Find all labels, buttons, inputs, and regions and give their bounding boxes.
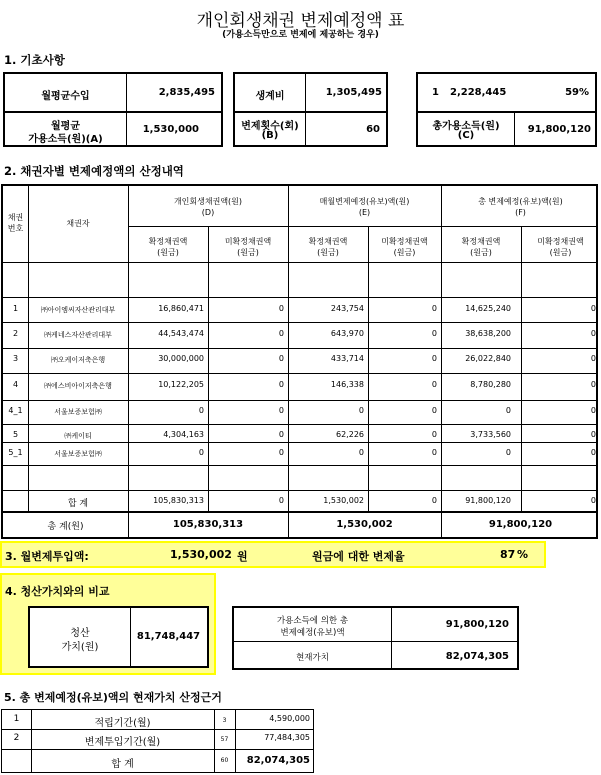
row-2-d1: 44,543,474 xyxy=(158,329,204,338)
row-2-no: 2 xyxy=(12,329,19,338)
pv-sum-label: 합 계 xyxy=(111,759,134,770)
pv-row-2-label: 변제투입기간(월) xyxy=(84,737,161,748)
row-1-no: 1 xyxy=(12,304,19,313)
payment-count-label-1: 변제횟수(회) xyxy=(241,121,299,132)
row-4-f2: 0 xyxy=(590,380,596,389)
row-2-f2: 0 xyxy=(590,329,596,338)
row-4-d2: 0 xyxy=(278,380,284,389)
row-5-no: 5 xyxy=(12,430,19,439)
row-5-creditor: ㈜케이티 xyxy=(64,432,92,440)
total-available-label-2: (C) xyxy=(457,130,475,141)
sub-d-confirmed-2: (원금) xyxy=(157,248,179,257)
comparison-value: 91,800,120 xyxy=(445,619,509,630)
row-5_1-d1: 0 xyxy=(198,448,204,457)
living-cost-value: 1,305,495 xyxy=(325,87,382,98)
liquidation-value-box xyxy=(28,606,209,668)
row-4_1-creditor: 서울보증보험㈜ xyxy=(54,408,102,416)
total-f: 91,800,120 xyxy=(488,519,553,530)
pv-row-2-no: 2 xyxy=(13,733,20,743)
sub-e-unconfirmed: 미확정채권액 xyxy=(381,237,428,246)
row-5_1-no: 5_1 xyxy=(8,448,23,457)
row-4_1-no: 4_1 xyxy=(8,406,23,415)
row-5-f2: 0 xyxy=(590,430,596,439)
row-5_1-creditor: 서울보증보험㈜ xyxy=(54,450,102,458)
payment-count-label-2: (B) xyxy=(261,130,279,141)
row-3-d1: 30,000,000 xyxy=(158,354,204,363)
sub-d-confirmed: 확정채권액 xyxy=(148,237,188,246)
available-income-label-2: 가용소득(원)(A) xyxy=(28,134,103,145)
row-3-e2: 0 xyxy=(431,354,437,363)
row-5-e2: 0 xyxy=(431,430,437,439)
total-available-label-1: 총가용소득(원) xyxy=(432,121,500,132)
row-3-e1: 433,714 xyxy=(330,354,364,363)
monthly-payment-amount: 1,530,002 xyxy=(170,548,232,561)
row-3-d2: 0 xyxy=(278,354,284,363)
row-4_1-e1: 0 xyxy=(358,406,364,415)
sum-e2: 0 xyxy=(431,496,437,505)
payment-count-box xyxy=(233,111,388,147)
sub-e-confirmed-2: (원금) xyxy=(317,248,339,257)
section5-heading: 5. 총 변제예정(유보)액의 현재가치 산정근거 xyxy=(4,691,222,704)
sub-f-confirmed-2: (원금) xyxy=(470,248,492,257)
row-5-e1: 62,226 xyxy=(336,430,364,439)
monthly-payment-unit: 원 xyxy=(237,550,248,563)
liquidation-value: 81,748,447 xyxy=(136,631,201,642)
repayment-ratio-unit: % xyxy=(517,548,529,561)
grp-e-header-2: (E) xyxy=(358,208,371,217)
row-3-creditor: ㈜오케이저축은행 xyxy=(50,356,106,364)
row-2-creditor: ㈜케네스자산관리대부 xyxy=(44,331,112,339)
total-available-value: 91,800,120 xyxy=(527,124,591,135)
monthly-income-label: 월평균수입 xyxy=(41,91,90,102)
sub-f-unconfirmed: 미확정채권액 xyxy=(537,237,584,246)
comparison-label-1: 가용소득에 의한 총 xyxy=(276,616,349,626)
row-1-f2: 0 xyxy=(590,304,596,313)
pv-sum-value: 82,074,305 xyxy=(246,755,310,766)
col-no-header-text: 채권 번호 xyxy=(7,213,24,233)
col-creditor-header: 채권자 xyxy=(66,219,90,228)
creditor-table xyxy=(1,184,598,539)
sum-label: 합 계 xyxy=(67,499,89,509)
available-income-box xyxy=(3,111,223,147)
sub-e-unconfirmed-2: (원금) xyxy=(393,248,416,257)
pv-row-1-n: 3 xyxy=(222,717,227,724)
sum-f1: 91,800,120 xyxy=(465,496,511,505)
row-5_1-f2: 0 xyxy=(590,448,596,457)
present-value: 82,074,305 xyxy=(445,651,509,662)
sum-e1: 1,530,002 xyxy=(323,496,364,505)
row-5_1-d2: 0 xyxy=(278,448,284,457)
comparison-box xyxy=(232,606,519,670)
row-4_1-e2: 0 xyxy=(431,406,437,415)
monthly-income-box xyxy=(3,72,223,113)
row-1-e2: 0 xyxy=(431,304,437,313)
row-4-f1: 8,780,280 xyxy=(470,380,511,389)
row-4-e1: 146,338 xyxy=(330,380,364,389)
row-4-d1: 10,122,205 xyxy=(158,380,204,389)
living-cost-label: 생계비 xyxy=(255,91,285,102)
liquidation-label-1: 청산 xyxy=(70,628,90,639)
row-4-creditor: ㈜에스비아이저축은행 xyxy=(44,382,112,390)
sub-d-unconfirmed-2: (원금) xyxy=(237,248,259,257)
living-cost-box xyxy=(233,72,388,113)
pv-sum-n: 60 xyxy=(220,757,229,764)
row-5-d1: 4,304,163 xyxy=(163,430,204,439)
sub-f-confirmed: 확정채권액 xyxy=(461,237,501,246)
repayment-ratio-label: 원금에 대한 변제율 xyxy=(312,550,405,563)
comparison-label-2: 변제예정(유보)액 xyxy=(280,628,345,638)
row-4-no: 4 xyxy=(12,380,19,389)
liquidation-label-2: 가치(원) xyxy=(61,642,99,653)
row-4_1-d1: 0 xyxy=(198,406,204,415)
row-2-e2: 0 xyxy=(431,329,437,338)
pv-row-2-n: 57 xyxy=(220,736,229,743)
sum-f2: 0 xyxy=(590,496,596,505)
total-label: 총 계(원) xyxy=(47,522,84,532)
page-title: 개인회생채권 변제예정액 표 xyxy=(196,11,405,31)
ratio-box-index: 1 xyxy=(432,87,439,98)
row-5-d2: 0 xyxy=(278,430,284,439)
sub-e-confirmed: 확정채권액 xyxy=(308,237,348,246)
row-4-e2: 0 xyxy=(431,380,437,389)
ratio-box-value: 2,228,445 xyxy=(450,87,507,98)
pv-row-1-no: 1 xyxy=(13,714,20,724)
sub-f-unconfirmed-2: (원금) xyxy=(549,248,572,257)
ratio-box-percent: 59% xyxy=(565,87,589,98)
payment-count-value: 60 xyxy=(366,124,380,135)
total-available-box xyxy=(416,111,597,147)
row-1-f1: 14,625,240 xyxy=(465,304,511,313)
col-no-header xyxy=(3,212,28,234)
row-4_1-d2: 0 xyxy=(278,406,284,415)
monthly-income-value: 2,835,495 xyxy=(158,87,215,98)
row-2-e1: 643,970 xyxy=(330,329,364,338)
row-5_1-f1: 0 xyxy=(505,448,511,457)
section2-heading: 2. 채권자별 변제예정액의 산정내역 xyxy=(4,164,184,178)
row-3-f1: 26,022,840 xyxy=(465,354,511,363)
repayment-ratio-value: 87 xyxy=(500,548,516,561)
section4-heading: 4. 청산가치와의 비교 xyxy=(5,585,110,598)
present-value-label: 현재가치 xyxy=(296,653,329,663)
row-5_1-e1: 0 xyxy=(358,448,364,457)
row-4_1-f1: 0 xyxy=(505,406,511,415)
present-value-table xyxy=(1,709,314,773)
grp-f-header-2: (F) xyxy=(515,208,526,217)
pv-row-1-label: 적립기간(월) xyxy=(94,718,151,729)
row-2-d2: 0 xyxy=(278,329,284,338)
page-subtitle: (가용소득만으로 변제에 제공하는 경우) xyxy=(222,30,379,40)
grp-d-header-2: (D) xyxy=(201,208,215,217)
sum-d2: 0 xyxy=(278,496,284,505)
row-3-no: 3 xyxy=(12,354,19,363)
grp-f-header-1: 총 변제예정(유보)액(원) xyxy=(478,197,563,206)
pv-row-2-value: 77,484,305 xyxy=(264,733,310,742)
row-1-d1: 16,860,471 xyxy=(158,304,204,313)
row-5-f1: 3,733,560 xyxy=(470,430,511,439)
row-4_1-f2: 0 xyxy=(590,406,596,415)
ratio-box xyxy=(416,72,597,113)
row-2-f1: 38,638,200 xyxy=(465,329,511,338)
row-3-f2: 0 xyxy=(590,354,596,363)
grp-e-header-1: 매월변제예정(유보)액(원) xyxy=(319,197,410,206)
row-1-d2: 0 xyxy=(278,304,284,313)
grp-d-header-1: 개인회생채권액(원) xyxy=(173,197,243,206)
sub-d-unconfirmed: 미확정채권액 xyxy=(224,237,272,246)
total-e: 1,530,002 xyxy=(336,519,393,530)
row-1-creditor: ㈜아이엠씨자산관리대부 xyxy=(40,306,116,314)
row-1-e1: 243,754 xyxy=(330,304,364,313)
available-income-value: 1,530,000 xyxy=(142,124,199,135)
total-d: 105,830,313 xyxy=(172,519,244,530)
section1-heading: 1. 기초사항 xyxy=(4,53,65,67)
row-5_1-e2: 0 xyxy=(431,448,437,457)
available-income-label-1: 월평균 xyxy=(51,121,80,132)
sum-d1: 105,830,313 xyxy=(153,496,204,505)
pv-row-1-value: 4,590,000 xyxy=(269,714,310,723)
section3-heading: 3. 월변제투입액: xyxy=(5,550,89,563)
